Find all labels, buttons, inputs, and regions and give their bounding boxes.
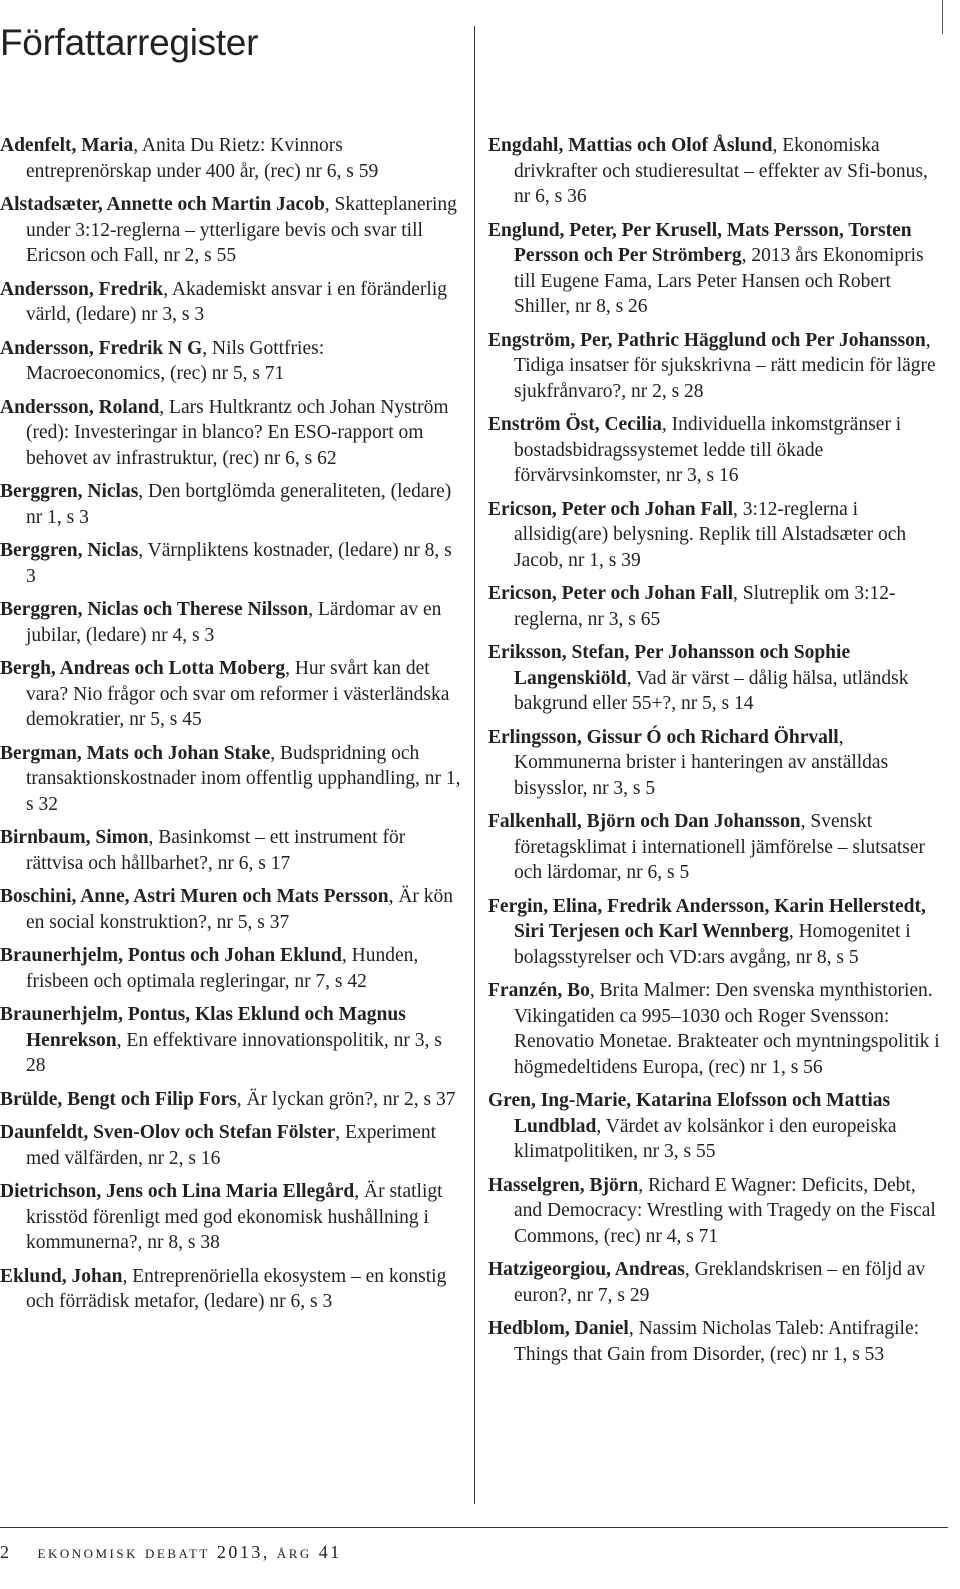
- index-entry: [0, 133, 462, 184]
- top-divider: [942, 0, 943, 34]
- footer-divider: [0, 1527, 948, 1528]
- index-entry: [0, 1264, 462, 1315]
- entry-authors: Eklund, Johan: [0, 1265, 123, 1287]
- entry-authors: Bergman, Mats och Johan Stake: [0, 742, 271, 764]
- entry-details: , Nassim Nicholas Taleb: Antifragile: Things that Gain from Disorder, (rec) nr 1, s 53: [514, 1318, 920, 1365]
- entry-details: , Skatteplanering under 3:12-reglerna – ytterligare bevis och svar till Ericson och Fall, nr 2, s 55: [26, 194, 457, 266]
- entry-details: , En effektivare innovationspolitik, nr 3, s 28: [26, 1029, 442, 1076]
- index-entry: [488, 894, 948, 971]
- index-entry: [0, 1002, 462, 1079]
- page-title: Författarregister: [0, 22, 259, 63]
- entry-authors: Braunerhjelm, Pontus och Johan Eklund: [0, 945, 342, 966]
- entry-details: , Är kön en social konstruktion?, nr 5, s 37: [26, 886, 454, 933]
- entry-details: , Svenskt företagsklimat i internationell jämförelse – slutsatser och lärdomar, nr 6, s 5: [514, 811, 926, 883]
- index-entry: [488, 328, 948, 405]
- entry-details: , Budspridning och transaktionskostnader inom offentlig upphandling, nr 1, s 32: [26, 742, 461, 815]
- entry-authors: Birnbaum, Simon: [0, 827, 149, 848]
- entry-authors: Alstadsæter, Annette och Martin Jacob: [0, 194, 325, 215]
- entry-authors: Eriksson, Stefan, Per Johansson och Sophie Langenskiöld: [488, 642, 851, 689]
- index-column-left: [0, 133, 462, 1323]
- index-entry: [0, 741, 462, 818]
- index-entry: [0, 656, 462, 733]
- entry-authors: Berggren, Niclas och Therese Nilsson: [0, 599, 309, 620]
- index-entry: [488, 133, 948, 210]
- page-footer: [0, 1542, 342, 1563]
- entry-details: , Brita Malmer: Den svenska mynthistorien. Vikingatiden ca 995–1030 och Roger Svensson: Renovatio Monetae. Brakteater och myntningspolitik i högmedeltidens Europa, (rec) nr 1, s 56: [514, 980, 940, 1078]
- index-entry: [488, 1257, 948, 1308]
- index-column-right: [488, 133, 948, 1375]
- entry-details: , Ekonomiska drivkrafter och studieresultat – effekter av Sfi-bonus, nr 6, s 36: [514, 135, 928, 207]
- entry-details: , 3:12-reglerna i allsidig(are) belysning. Replik till Alstadsæter och Jacob, nr 1, s 39: [514, 498, 907, 571]
- entry-details: , 2013 års Ekonomipris till Eugene Fama, Lars Peter Hansen och Robert Shiller, nr 8, s 26: [514, 245, 924, 317]
- index-entry: [488, 640, 948, 717]
- entry-details: , Basinkomst – ett instrument för rättvisa och hållbarhet?, nr 6, s 17: [26, 827, 406, 874]
- entry-details: , Greklandskrisen – en följd av euron?, nr 7, s 29: [514, 1259, 926, 1306]
- entry-details: , Kommunerna brister i hanteringen av anställdas bisysslor, nr 3, s 5: [514, 726, 889, 799]
- entry-details: , Slutreplik om 3:12-reglerna, nr 3, s 65: [514, 583, 896, 630]
- entry-details: , Den bortglömda generaliteten, (ledare) nr 1, s 3: [26, 481, 452, 528]
- entry-details: , Lars Hultkrantz och Johan Nyström (red): Investeringar in blanco? En ESO-rapport om behovet av infrastruktur, (rec) nr 6, s 62: [26, 396, 449, 469]
- entry-details: , Hunden, frisbeen och optimala regleringar, nr 7, s 42: [26, 945, 419, 992]
- entry-details: , Akademiskt ansvar i en föränderlig värld, (ledare) nr 3, s 3: [26, 278, 447, 325]
- entry-details: , Tidiga insatser för sjukskrivna – rätt medicin för lägre sjukfrånvaro?, nr 2, s 28: [514, 329, 936, 402]
- entry-authors: Berggren, Niclas: [0, 540, 139, 561]
- index-entry: [488, 978, 948, 1080]
- entry-authors: Hedblom, Daniel: [488, 1318, 629, 1339]
- entry-authors: Hatzigeorgiou, Andreas: [488, 1259, 685, 1280]
- entry-authors: Ericson, Peter och Johan Fall: [488, 498, 733, 520]
- entry-details: , Anita Du Rietz: Kvinnors entreprenörskap under 400 år, (rec) nr 6, s 59: [26, 135, 379, 182]
- index-entry: [0, 597, 462, 648]
- index-entry: [0, 1120, 462, 1171]
- entry-authors: Dietrichson, Jens och Lina Maria Ellegård: [0, 1181, 355, 1202]
- entry-authors: Andersson, Fredrik: [0, 278, 164, 300]
- index-entry: [488, 412, 948, 489]
- index-entry: [0, 884, 462, 935]
- index-entry: [0, 479, 462, 530]
- index-entry: [488, 581, 948, 632]
- index-entry: [0, 943, 462, 994]
- entry-details: , Homogenitet i bolagsstyrelser och VD:ars avgång, nr 8, s 5: [514, 921, 911, 968]
- entry-authors: Engström, Per, Pathric Hägglund och Per Johansson: [488, 329, 926, 351]
- index-entry: [0, 538, 462, 589]
- entry-details: , Nils Gottfries: Macroeconomics, (rec) nr 5, s 71: [26, 337, 325, 384]
- index-entry: [0, 825, 462, 876]
- entry-authors: Andersson, Roland: [0, 396, 160, 418]
- entry-authors: Enström Öst, Cecilia: [488, 414, 662, 435]
- index-entry: [0, 336, 462, 387]
- page-number: 2: [0, 1542, 9, 1562]
- column-divider: [474, 26, 475, 1504]
- index-entry: [488, 218, 948, 320]
- entry-details: , Är lyckan grön?, nr 2, s 37: [236, 1088, 456, 1110]
- entry-authors: Boschini, Anne, Astri Muren och Mats Persson: [0, 886, 389, 907]
- entry-details: , Entreprenöriella ekosystem – en konstig och förrädisk metafor, (ledare) nr 6, s 3: [26, 1265, 447, 1312]
- entry-authors: Brülde, Bengt och Filip Fors: [0, 1088, 237, 1110]
- index-entry: [488, 1088, 948, 1165]
- entry-authors: Gren, Ing-Marie, Katarina Elofsson och Mattias Lundblad: [488, 1090, 891, 1137]
- entry-details: , Värdet av kolsänkor i den europeiska klimatpolitiken, nr 3, s 55: [514, 1115, 897, 1162]
- entry-details: , Richard E Wagner: Deficits, Debt, and Democracy: Wrestling with Tragedy on the Fiscal Commons, (rec) nr 4, s 71: [514, 1174, 936, 1247]
- entry-authors: Franzén, Bo: [488, 980, 590, 1001]
- entry-authors: Englund, Peter, Per Krusell, Mats Persson, Torsten Persson och Per Strömberg: [488, 219, 912, 266]
- entry-details: , Experiment med välfärden, nr 2, s 16: [26, 1122, 436, 1169]
- entry-details: , Vad är värst – dålig hälsa, utländsk bakgrund eller 55+?, nr 5, s 14: [514, 667, 909, 714]
- entry-authors: Bergh, Andreas och Lotta Moberg: [0, 658, 286, 679]
- index-entry: [488, 497, 948, 574]
- entry-authors: Braunerhjelm, Pontus, Klas Eklund och Magnus Henrekson: [0, 1004, 406, 1051]
- entry-details: , Värnpliktens kostnader, (ledare) nr 8, s 3: [26, 540, 452, 587]
- entry-details: , Individuella inkomstgränser i bostadsbidragssystemet ledde till ökade förvärvsinkomster, nr 3, s 16: [514, 414, 902, 486]
- entry-authors: Ericson, Peter och Johan Fall: [488, 583, 733, 604]
- index-entry: [488, 1316, 948, 1367]
- index-entry: [488, 725, 948, 802]
- entry-authors: Berggren, Niclas: [0, 481, 139, 502]
- entry-authors: Andersson, Fredrik N G: [0, 337, 203, 359]
- entry-authors: Engdahl, Mattias och Olof Åslund: [488, 135, 773, 156]
- entry-details: , Lärdomar av en jubilar, (ledare) nr 4, s 3: [26, 599, 442, 646]
- index-entry: [488, 1173, 948, 1250]
- entry-authors: Erlingsson, Gissur Ó och Richard Öhrvall: [488, 726, 839, 748]
- index-entry: [0, 277, 462, 328]
- index-entry: [0, 1087, 462, 1113]
- index-entry: [0, 192, 462, 269]
- journal-name: ekonomisk debatt 2013, årg 41: [37, 1542, 342, 1562]
- index-entry: [488, 809, 948, 886]
- entry-authors: Fergin, Elina, Fredrik Andersson, Karin Hellerstedt, Siri Terjesen och Karl Wennberg: [488, 895, 926, 942]
- entry-details: , Är statligt krisstöd förenligt med god ekonomisk hushållning i kommunerna?, nr 8, s 38: [26, 1181, 443, 1253]
- entry-authors: Hasselgren, Björn: [488, 1174, 639, 1196]
- entry-authors: Falkenhall, Björn och Dan Johansson: [488, 811, 801, 832]
- entry-details: , Hur svårt kan det vara? Nio frågor och svar om reformer i västerländska demokratier, nr 5, s 45: [26, 658, 450, 730]
- entry-authors: Daunfeldt, Sven-Olov och Stefan Fölster: [0, 1122, 336, 1143]
- index-entry: [0, 395, 462, 472]
- index-entry: [0, 1179, 462, 1256]
- entry-authors: Adenfelt, Maria: [0, 135, 134, 156]
